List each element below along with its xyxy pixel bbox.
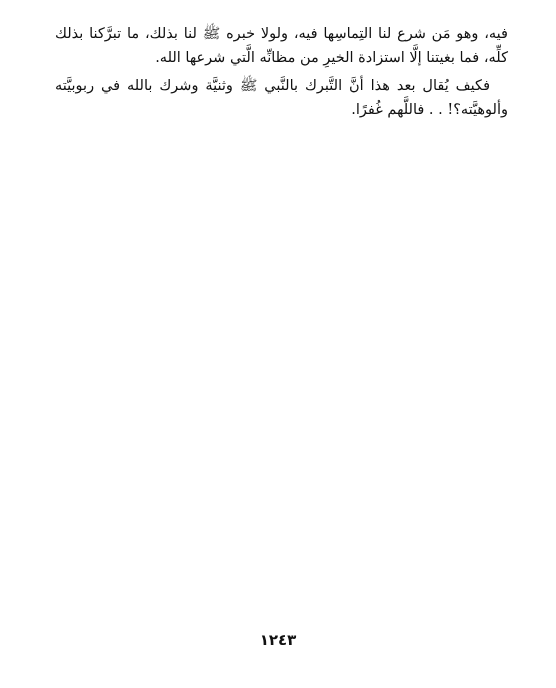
paragraph-2: فكيف يُقال بعد هذا أنَّ التَّبرك بالنَّبي ﷺ وثنيَّة وشرك بالله في ربوبيَّته وألوهيَّته؟! . . فاللَّهم غُفرًا. [55, 78, 508, 118]
paragraph-1: فيه، وهو مَن شرع لنا التِماسِها فيه، ولولا خبره ﷺ لنا بذلك، ما تبرَّكنا بذلك كلِّه، فما بغيتنا إلَّا استزادة الخيرِ من مظانِّه الَّتي شرعها الله. [55, 26, 508, 66]
page-number: ١٢٤٣ [259, 631, 297, 649]
body-text [55, 22, 508, 122]
